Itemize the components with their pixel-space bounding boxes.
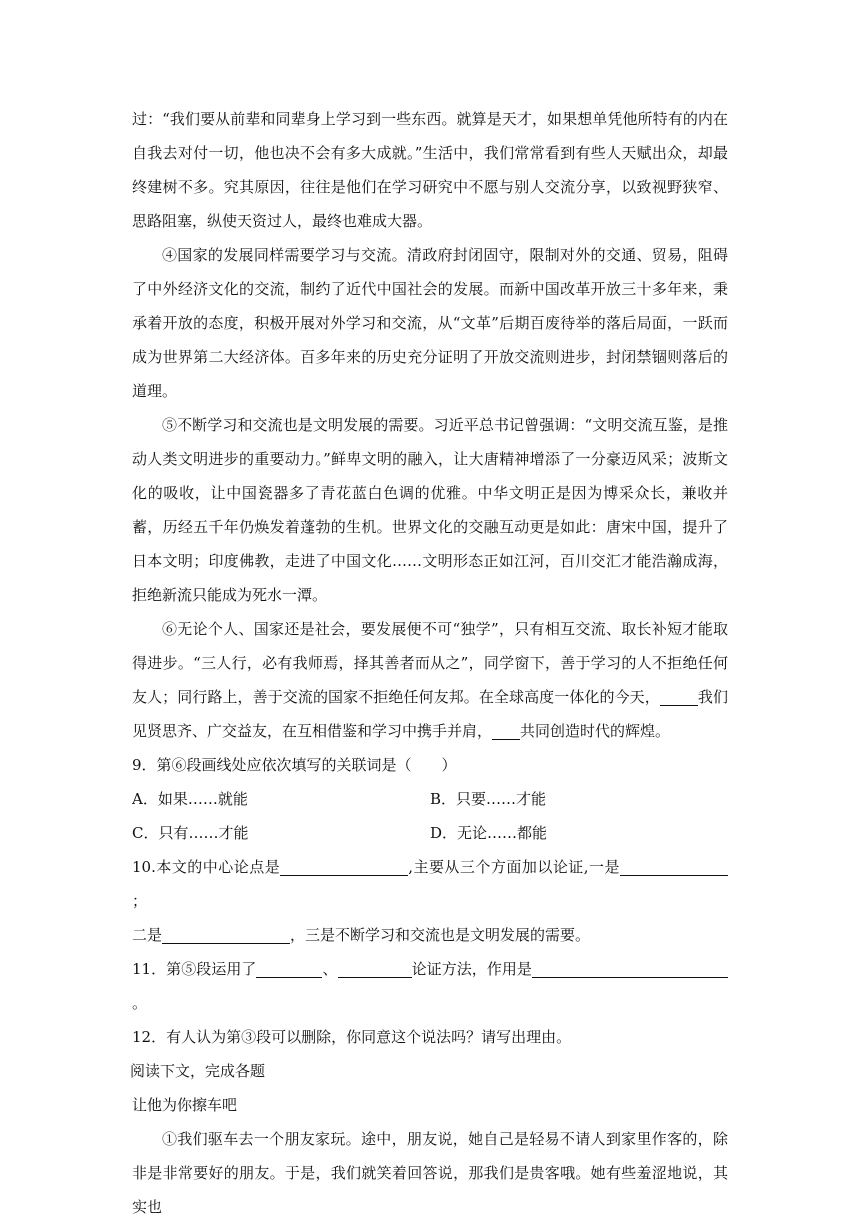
question-11 [132,952,728,1020]
question-11-text-c: 论证方法，作用是 [411,960,532,978]
answer-blank [280,855,408,876]
paragraph-4: ④国家的发展同样需要学习与交流。清政府封闭固守，限制对外的交通、贸易，阻碍了中外经济文化的交流，制约了近代中国社会的发展。而新中国改革开放三十多年来，秉承着开放的态度，积极开展对外学习和交流，从“文革”后期百废待举的落后局面，一跃而成为世界第二大经济体。百多年来的历史充分证明了开放交流则进步，封闭禁锢则落后的道理。 [132,246,728,400]
paragraph-5: ⑤不断学习和交流也是文明发展的需要。习近平总书记曾强调：“文明交流互鉴，是推动人类文明进步的重要动力。”鲜卑文明的融入，让大唐精神增添了一分豪迈风采；波斯文化的吸收，让中国瓷器多了青花蓝白色调的优雅。中华文明正是因为博采众长，兼收并蓄，历经五千年仍焕发着蓬勃的生机。世界文化的交融互动更是如此：唐宋中国，提升了日本文明；印度佛教，走进了中国文化……文明形态正如江河，百川交汇才能浩瀚成海，拒绝新流只能成为死水一潭。 [132,416,728,604]
question-9-options-row-1 [132,782,728,816]
question-9: 9．第⑥段画线处应依次填写的关联词是（ ） [132,756,457,774]
paragraph-6-part-b: 我们见贤思齐、广交益友，在互相借鉴和学习中携手并肩， [132,688,728,740]
reading-paragraph-1: ①我们驱车去一个朋友家玩。途中，朋友说，她自己是轻易不请人到家里作客的，除非是非常要好的朋友。于是，我们就笑着回答说，那我们是贵客哦。她有些羞涩地说，其实也 [132,1130,728,1216]
question-10-text-b: ,主要从三个方面加以论证,一是 [408,858,621,876]
question-11-text-a: 11．第⑤段运用了 [132,960,257,978]
paragraph-6-part-a: ⑥无论个人、国家还是社会，要发展便不可“独学”，只有相互交流、取长补短才能取得进步。“三人行，必有我师焉，择其善者而从之”，同学窗下，善于学习的人不拒绝任何友人；同行路上，善于交流的国家不拒绝任何友邦。在全球高度一体化的今天， [132,620,728,706]
paragraph-6 [132,612,728,748]
option-a: A．如果……就能 [132,790,248,808]
answer-blank [338,957,412,978]
answer-blank [162,923,290,944]
answer-blank [492,719,520,740]
question-11-text-b: 、 [322,960,338,978]
question-10-text-a: 10.本文的中心论点是 [132,858,281,876]
paragraph-3-tail: 过：“我们要从前辈和同辈身上学习到一些东西。就算是天才，如果想单凭他所特有的内在自我去对付一切，他也决不会有多大成就。”生活中，我们常常看到有些人天赋出众，却最终建树不多。究其原因，往往是他们在学习研究中不愿与别人交流分享，以致视野狭窄、思路阻塞，纵使天资过人，最终也难成大器。 [132,110,728,230]
question-10-text-e: ，三是不断学习和交流也是文明发展的需要。 [290,926,591,944]
answer-blank [256,957,322,978]
question-10-text-d: 二是 [132,926,163,944]
question-11-text-d: 。 [132,994,148,1012]
document-body [132,102,728,1224]
reading-instruction: 阅读下文，完成各题 [130,1062,266,1080]
question-10-line-2 [132,918,728,952]
answer-blank [620,855,728,876]
answer-blank [660,685,698,706]
paragraph-6-part-c: 共同创造时代的辉煌。 [520,722,671,740]
option-b: B．只要……才能 [430,790,547,808]
option-c: C．只有……才能 [132,824,249,842]
question-12: 12．有人认为第③段可以删除，你同意这个说法吗？请写出理由。 [132,1028,572,1046]
question-10-text-c: ； [132,892,148,910]
answer-blank [532,957,728,978]
option-d: D．无论……都能 [430,824,548,842]
question-10 [132,850,728,918]
reading-title: 让他为你擦车吧 [132,1096,238,1114]
question-9-options-row-2 [132,816,728,850]
